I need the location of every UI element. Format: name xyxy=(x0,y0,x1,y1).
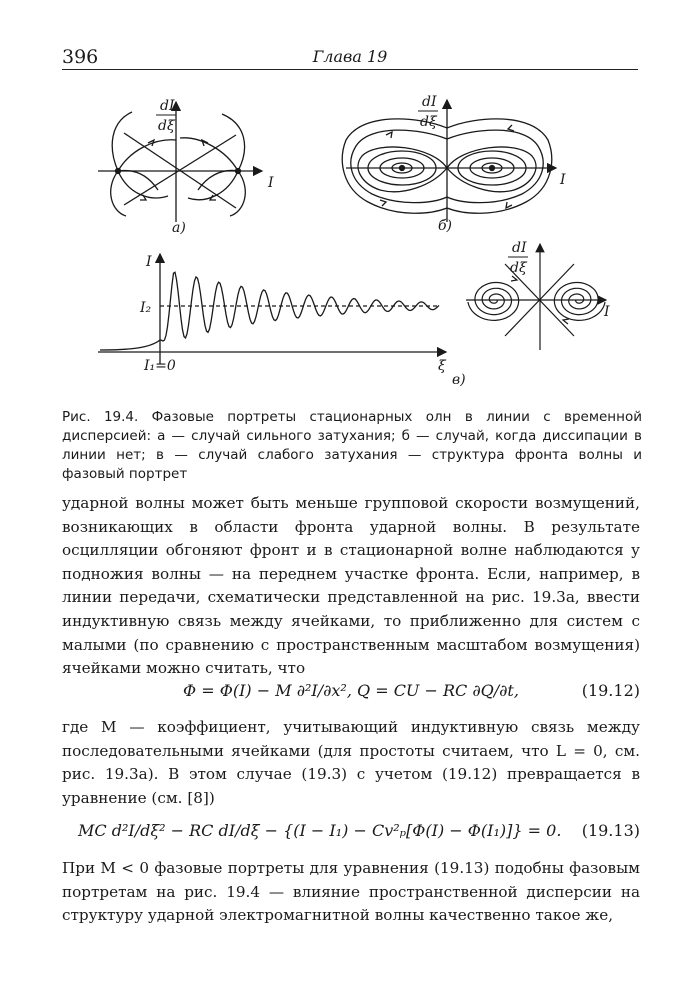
panel-c-phase-axis-y-num: dI xyxy=(512,240,527,256)
paragraph-2: где M — коэффициент, учитывающий индуктивную связь между последовательными ячейками (для простоты считаем, что L = 0, см. рис. 19.3а). В этом случае (19.3) с учетом (19.12) превращается в уравнение (см. [8]) xyxy=(62,718,640,807)
panel-c-start-label: I₁=0 xyxy=(144,358,176,374)
panel-c-spiral-left xyxy=(468,283,519,321)
panel-c-label: в) xyxy=(452,372,466,388)
panel-a-axis-y-den: dξ xyxy=(158,118,175,134)
equation-19-13-body: MC d²I/dξ² − RC dI/dξ − {(I − I₁) − Cv²ₚ[Φ(I) − Φ(I₁)]} = 0. xyxy=(78,821,562,840)
panel-c-axis-y: I xyxy=(146,254,152,270)
panel-c-phase-portrait xyxy=(466,244,606,350)
equation-19-12-number: (19.12) xyxy=(581,681,640,700)
paragraph-3: При M < 0 фазовые портреты для уравнения (19.13) подобны фазовым портретам на рис. 19.4 — влияние пространственной дисперсии на структуру ударной электромагнитной волны качественно такое же, xyxy=(62,859,640,925)
panel-b-phase-portrait xyxy=(342,100,556,222)
panel-a-label: а) xyxy=(172,220,186,236)
figure-19-4 xyxy=(0,0,700,400)
panel-c-level-label: I₂ xyxy=(140,300,152,316)
panel-c-phase-axis-x: I xyxy=(604,304,610,320)
equation-19-13-number: (19.13) xyxy=(581,821,640,840)
panel-c-axis-x: ξ xyxy=(438,358,446,374)
panel-c-spiral-right xyxy=(554,283,605,321)
equation-19-12 xyxy=(62,681,640,705)
figure-caption: Рис. 19.4. Фазовые портреты стационарных олн в линии с временной дисперсией: а — случай сильного затухания; б — случай, когда диссипации в линии нет; в — случай слабого затухания — структура фронта волны и фазовый портрет xyxy=(62,409,642,482)
panel-a-axis-y-num: dI xyxy=(160,98,175,114)
page-number: 396 xyxy=(62,46,99,68)
panel-c-labels xyxy=(139,254,466,388)
panel-b-label: б) xyxy=(438,218,453,234)
panel-b-axis-y-den: dξ xyxy=(420,114,437,130)
panel-a-axis-x: I xyxy=(268,175,274,191)
panel-b-axis-y-num: dI xyxy=(422,94,437,110)
paragraph-1: ударной волны может быть меньше групповой скорости возмущений, возникающих в области фронта ударной волны. В результате осцилляции обгоняют фронт и в стационарной волне наблюдаются у подножия волны — на переднем участке фронта. Если, например, в линии передачи, схематически представленной на рис. 19.3а, ввести индуктивную связь между ячейками, то приближенно для систем с малыми (по сравнению с пространственным масштабом возмущения) ячейками можно считать, что xyxy=(62,494,640,678)
panel-c-phase-axis-y-den: dξ xyxy=(510,260,527,276)
panel-a-phase-portrait xyxy=(98,102,262,222)
chapter-title: Глава 19 xyxy=(312,47,388,66)
panel-b-axis-x: I xyxy=(560,172,566,188)
equation-19-13 xyxy=(62,821,640,845)
equation-19-12-body: Φ = Φ(I) − M ∂²I/∂x², Q = CU − RC ∂Q/∂t, xyxy=(183,681,519,700)
